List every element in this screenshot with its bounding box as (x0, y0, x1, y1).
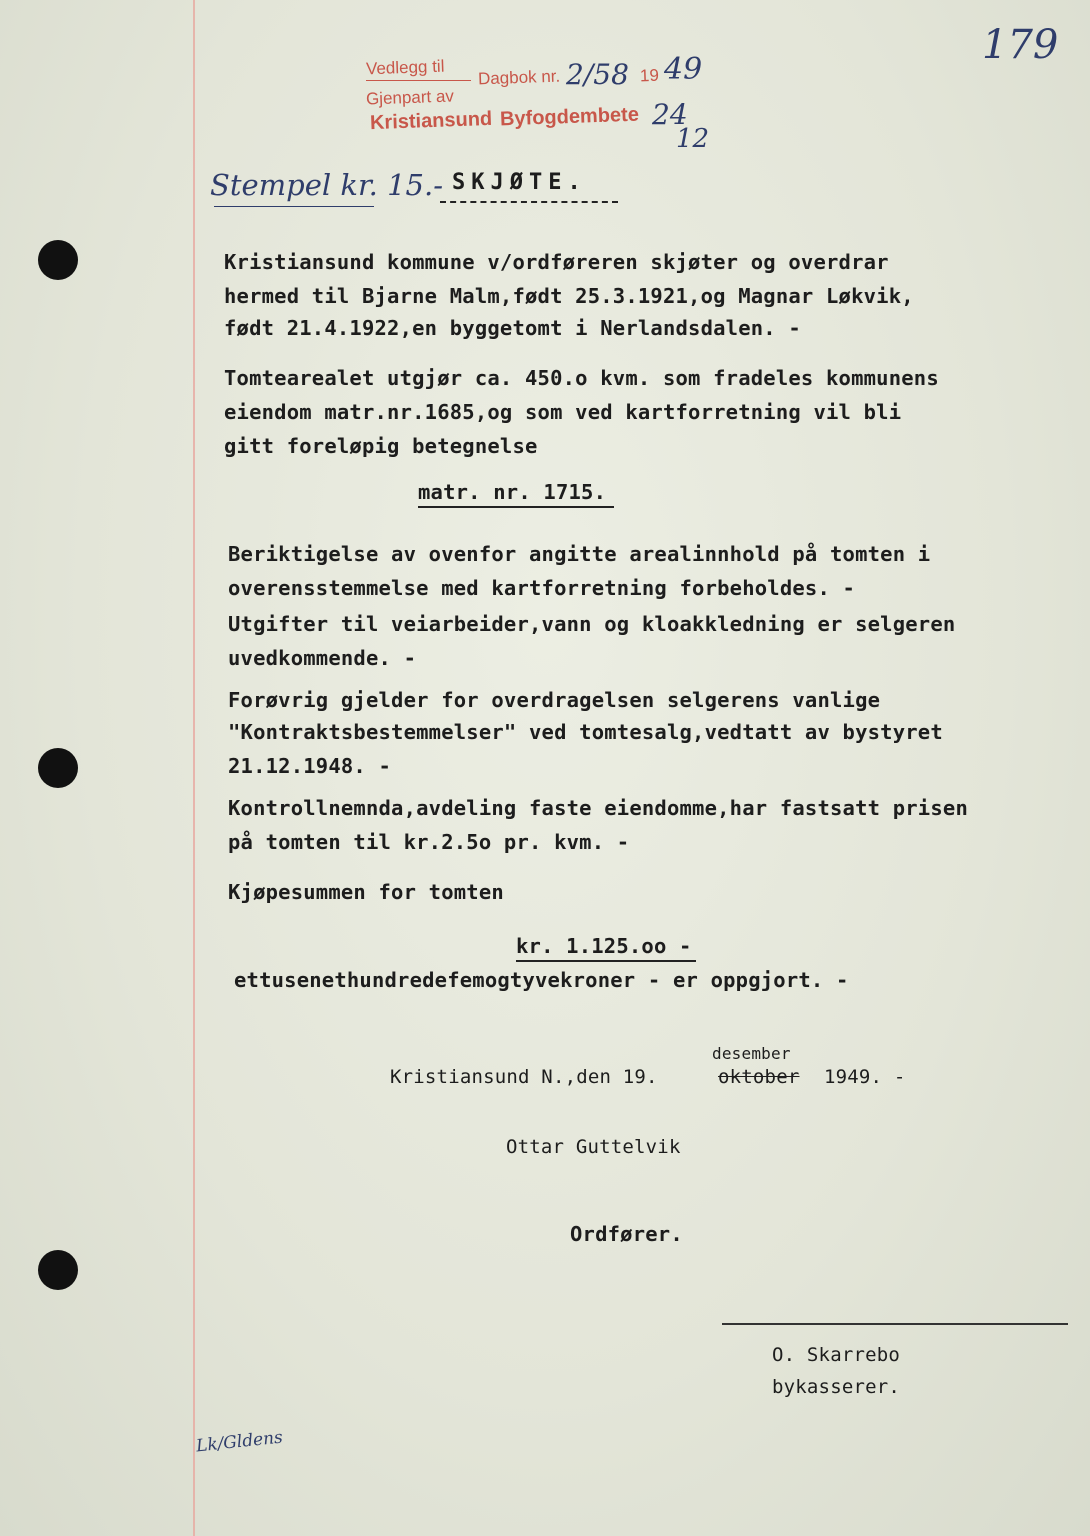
page-number: 179 (982, 22, 1059, 68)
signer-title: bykasserer. (772, 1376, 901, 1398)
parcel-number: matr. nr. 1715. (418, 480, 607, 504)
text-line: "Kontraktsbestemmelser" ved tomtesalg,vedtatt av bystyret (228, 720, 943, 744)
stamp-duty-note: Stempel kr. 15.- (210, 168, 444, 202)
text-line: hermed til Bjarne Malm,født 25.3.1921,og Magnar Løkvik, (224, 284, 914, 308)
text-line: uvedkommende. - (228, 646, 417, 670)
stamp-text: Vedlegg til (365, 56, 445, 79)
stamp-text: Byfogdembete (499, 103, 640, 131)
struck-month: oktober (718, 1066, 800, 1088)
place-date: Kristiansund N.,den 19. (390, 1066, 658, 1088)
date-year: 1949. - (824, 1066, 906, 1088)
signer-name: Ottar Guttelvik (506, 1136, 681, 1158)
text-line: Kontrollnemnda,avdeling faste eiendomme,har fastsatt prisen (228, 796, 968, 820)
text-line: gitt foreløpig betegnelse (224, 434, 538, 458)
initials: Lk/Gldens (195, 1427, 284, 1457)
signer-title: Ordfører. (570, 1222, 683, 1246)
text-line: på tomten til kr.2.5o pr. kvm. - (228, 830, 630, 854)
amount-in-words: ettusenethundredefemogtyvekroner - er oppgjort. - (234, 968, 849, 992)
text-line: eiendom matr.nr.1685,og som ved kartforretning vil bli (224, 400, 902, 424)
handwritten-number: 2/58 (566, 58, 629, 91)
text-line: 21.12.1948. - (228, 754, 392, 778)
signature-line (722, 1323, 1068, 1325)
text-line: Utgifter til veiarbeider,vann og kloakkledning er selgeren (228, 612, 956, 636)
handwritten-month: 12 (676, 124, 710, 154)
text-line: født 21.4.1922,en byggetomt i Nerlandsdalen. - (224, 316, 801, 340)
stamp-text: Gjenpart av (365, 86, 455, 109)
punch-hole (38, 240, 78, 280)
stamp-text: Kristiansund (369, 107, 493, 135)
stamp-text: 19 (639, 65, 660, 86)
handwritten-year: 49 (664, 52, 703, 87)
text-line: Forøvrig gjelder for overdragelsen selgerens vanlige (228, 688, 881, 712)
text-line: overensstemmelse med kartforretning forbeholdes. - (228, 576, 856, 600)
stamp-text: Dagbok nr. (477, 66, 561, 89)
punch-hole (38, 1250, 78, 1290)
purchase-amount: kr. 1.125.oo - (516, 934, 692, 958)
handwritten-day: 24 (652, 98, 688, 131)
signer-name: O. Skarrebo (772, 1344, 901, 1366)
text-line: Beriktigelse av ovenfor angitte arealinnhold på tomten i (228, 542, 931, 566)
margin-line (193, 0, 195, 1536)
document-title: SKJØTE. (452, 170, 587, 195)
punch-hole (38, 748, 78, 788)
text-line: Kjøpesummen for tomten (228, 880, 504, 904)
inserted-month: desember (712, 1044, 791, 1063)
text-line: Tomtearealet utgjør ca. 450.o kvm. som fradeles kommunens (224, 366, 939, 390)
text-line: Kristiansund kommune v/ordføreren skjøter og overdrar (224, 250, 889, 274)
